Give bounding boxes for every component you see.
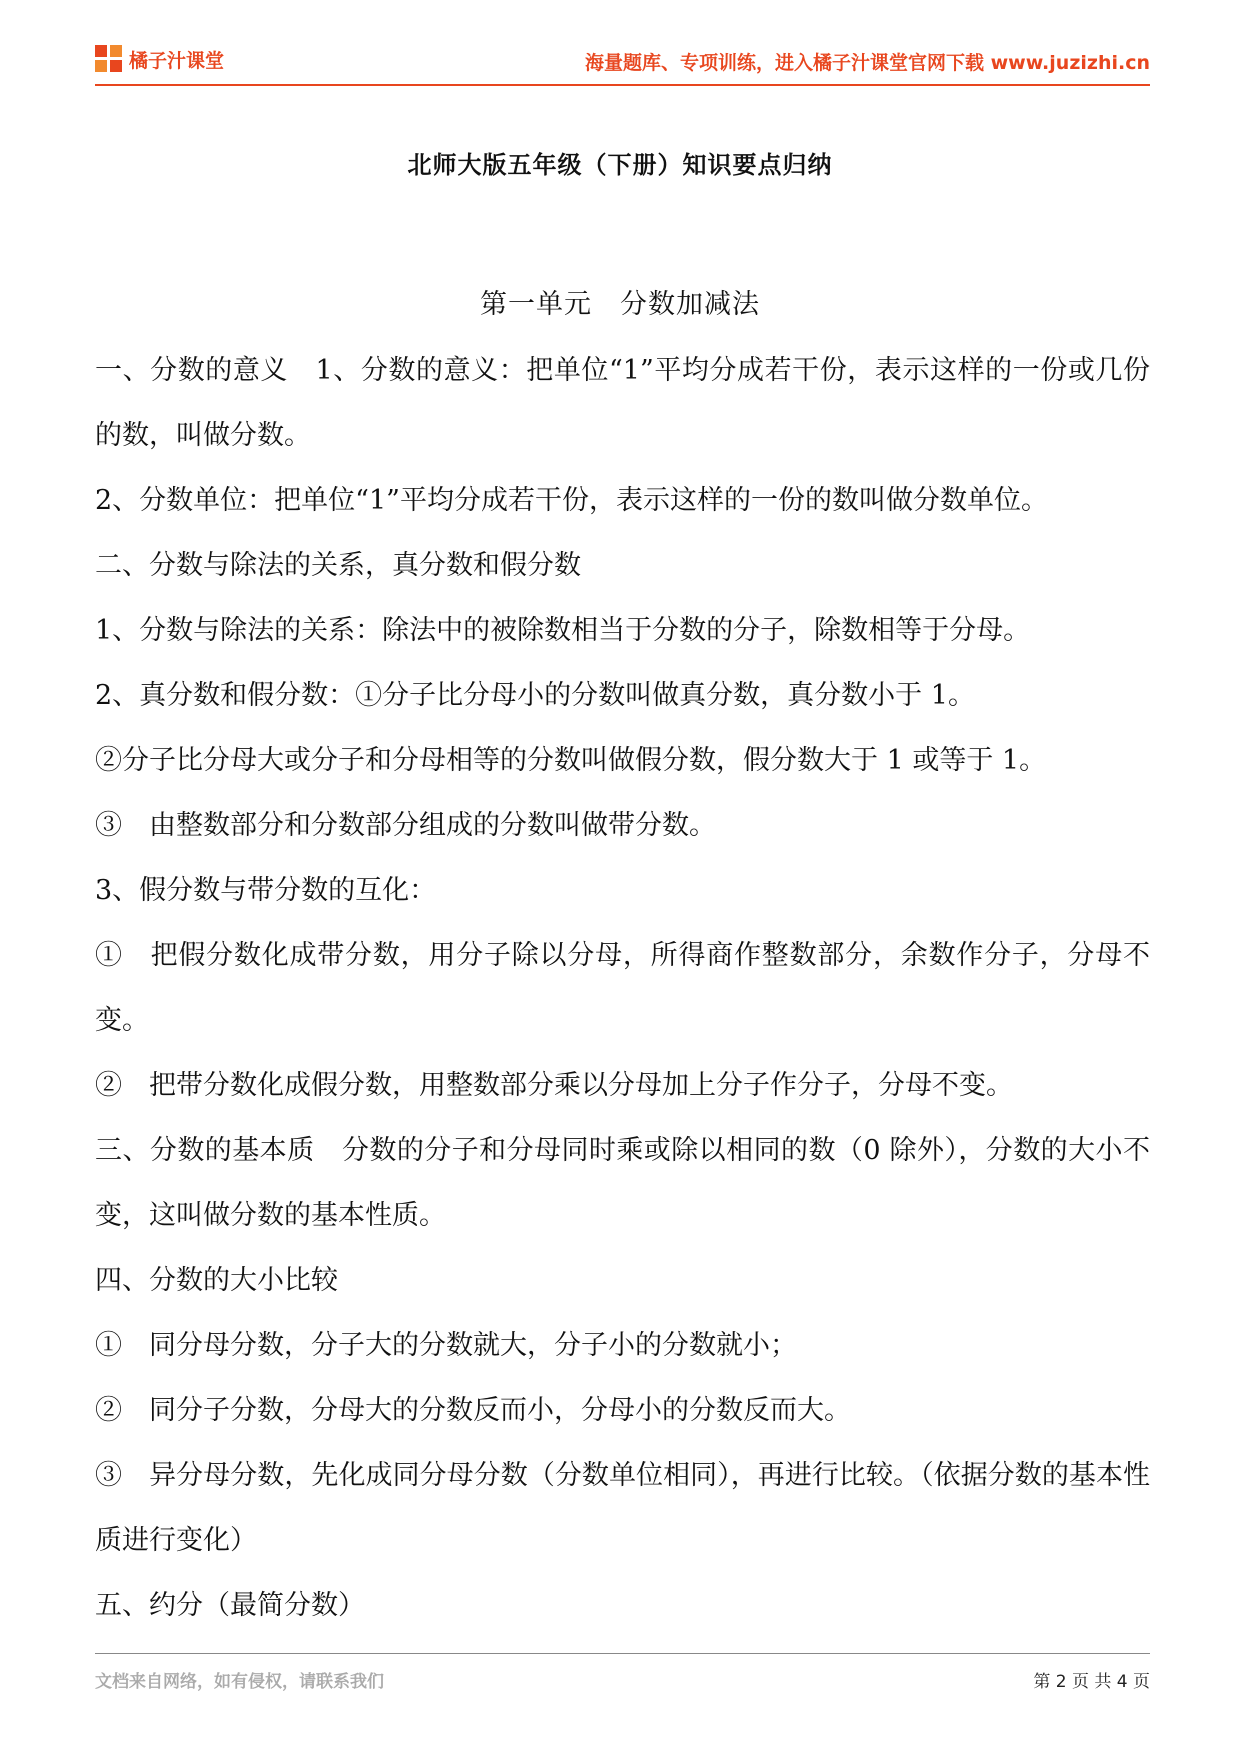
paragraph: 2、分数单位：把单位“1”平均分成若干份，表示这样的一份的数叫做分数单位。: [95, 485, 1048, 516]
footer-source-note: 文档来自网络，如有侵权，请联系我们: [95, 1672, 384, 1692]
paragraph: 2、真分数和假分数：①分子比分母小的分数叫做真分数，真分数小于 1。: [95, 680, 975, 711]
paragraph: ③ 异分母分数，先化成同分母分数（分数单位相同），再进行比较。（依据分数的基本性质进行变化）: [95, 1460, 1150, 1556]
paragraph: 三、分数的基本质 分数的分子和分母同时乘或除以相同的数（0 除外），分数的大小不变，这叫做分数的基本性质。: [95, 1135, 1150, 1231]
paragraph: ②分子比分母大或分子和分母相等的分数叫做假分数，假分数大于 1 或等于 1。: [95, 745, 1047, 776]
paragraph: ① 同分母分数，分子大的分数就大，分子小的分数就小；: [95, 1330, 797, 1361]
paragraph: 四、分数的大小比较: [95, 1265, 338, 1296]
document-body: [95, 338, 1150, 1638]
page-number: 第 2 页 共 4 页: [1033, 1672, 1150, 1692]
unit-title: 第一单元 分数加减法: [480, 289, 760, 320]
paragraph: 二、分数与除法的关系，真分数和假分数: [95, 550, 581, 581]
footer-divider: [95, 1653, 1150, 1654]
document-title: 北师大版五年级（下册）知识要点归纳: [407, 150, 833, 179]
logo-icon: [95, 45, 123, 73]
paragraph: 一、分数的意义 1、分数的意义：把单位“1”平均分成若干份，表示这样的一份或几份的数，叫做分数。: [95, 355, 1150, 451]
paragraph: 1、分数与除法的关系：除法中的被除数相当于分数的分子，除数相等于分母。: [95, 615, 1031, 646]
paragraph: 五、约分（最简分数）: [95, 1590, 365, 1621]
paragraph: ① 把假分数化成带分数，用分子除以分母，所得商作整数部分，余数作分子，分母不变。: [95, 940, 1150, 1036]
page-header: [95, 38, 1150, 82]
paragraph: ② 同分子分数，分母大的分数反而小，分母小的分数反而大。: [95, 1395, 851, 1426]
brand-logo[interactable]: [95, 42, 224, 76]
header-divider: [95, 84, 1150, 86]
paragraph: 3、假分数与带分数的互化：: [95, 875, 437, 906]
header-slogan[interactable]: 海量题库、专项训练，进入橘子汁课堂官网下载 www.juzizhi.cn: [585, 52, 1150, 74]
paragraph: ② 把带分数化成假分数，用整数部分乘以分母加上分子作分子，分母不变。: [95, 1070, 1013, 1101]
paragraph: ③ 由整数部分和分数部分组成的分数叫做带分数。: [95, 810, 716, 841]
logo-text: 橘子汁课堂: [129, 49, 225, 72]
